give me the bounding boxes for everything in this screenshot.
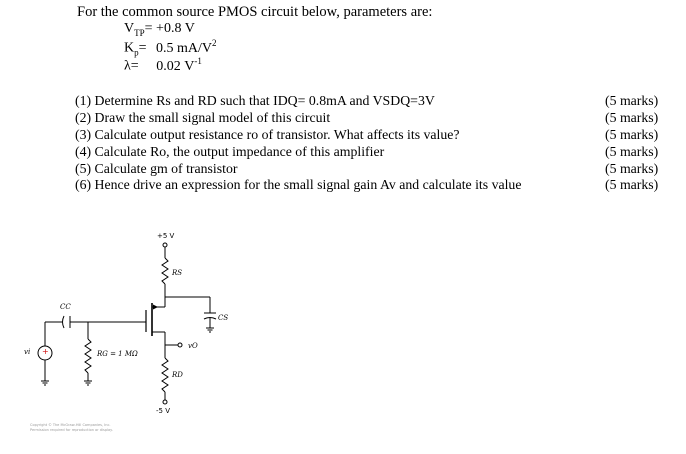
vo-terminal xyxy=(178,343,182,347)
rg-label: RG = 1 MΩ xyxy=(97,350,138,358)
question-2: (2) Draw the small signal model of this circuit xyxy=(75,110,331,125)
rs-resistor xyxy=(162,258,168,284)
vdd-terminal xyxy=(163,243,167,247)
question-4: (4) Calculate Ro, the output impedance of this amplifier xyxy=(75,144,385,159)
marks-2: (5 marks) xyxy=(605,110,659,125)
vss-label: -5 V xyxy=(156,407,170,415)
rs-label: RS xyxy=(172,269,183,277)
vss-terminal xyxy=(163,400,167,404)
marks-5: (5 marks) xyxy=(605,161,659,176)
marks-6: (5 marks) xyxy=(605,177,659,192)
param-eq: = xyxy=(130,58,139,74)
question-3: (3) Calculate output resistance ro of transistor. What affects its value? xyxy=(75,127,460,142)
param-sub: TP xyxy=(134,27,145,38)
pmos-arrow xyxy=(153,305,158,310)
cc-capacitor-left xyxy=(63,316,65,328)
param-value: 0.02 V xyxy=(156,58,195,74)
rd-resistor xyxy=(162,358,168,392)
param-value: +0.8 V xyxy=(156,21,195,36)
param-sup: 2 xyxy=(212,38,217,48)
question-5: (5) Calculate gm of transistor xyxy=(75,161,238,176)
param-value: 0.5 mA/V xyxy=(156,40,213,56)
param-name: K xyxy=(124,40,135,56)
vi-label: vi xyxy=(24,348,31,356)
param-sup: -1 xyxy=(194,56,202,66)
param-eq: = xyxy=(138,40,147,56)
param-name: λ xyxy=(124,58,131,74)
marks-3: (5 marks) xyxy=(605,127,659,142)
param-sub: p xyxy=(134,47,139,58)
param-name: V xyxy=(124,21,135,36)
vdd-label: +5 V xyxy=(157,232,175,240)
vi-plus-label: + xyxy=(42,347,49,356)
intro-text: For the common source PMOS circuit below, parameters are: xyxy=(77,4,433,20)
copyright-line-2: Permission required for reproduction or display. xyxy=(30,428,113,432)
cc-label: CC xyxy=(60,303,71,311)
marks-1: (5 marks) xyxy=(605,93,659,108)
rg-resistor xyxy=(85,339,91,373)
param-eq: = xyxy=(144,21,153,36)
marks-4: (5 marks) xyxy=(605,144,659,159)
question-6: (6) Hence drive an expression for the small signal gain Av and calculate its value xyxy=(75,177,522,192)
cs-label: CS xyxy=(218,314,229,322)
question-1: (1) Determine Rs and RD such that IDQ= 0.8mA and VSDQ=3V xyxy=(75,93,435,108)
vo-label: vO xyxy=(188,342,198,350)
rd-label: RD xyxy=(172,371,183,379)
copyright-line-1: Copyright © The McGraw-Hill Companies, Inc. xyxy=(30,423,111,427)
